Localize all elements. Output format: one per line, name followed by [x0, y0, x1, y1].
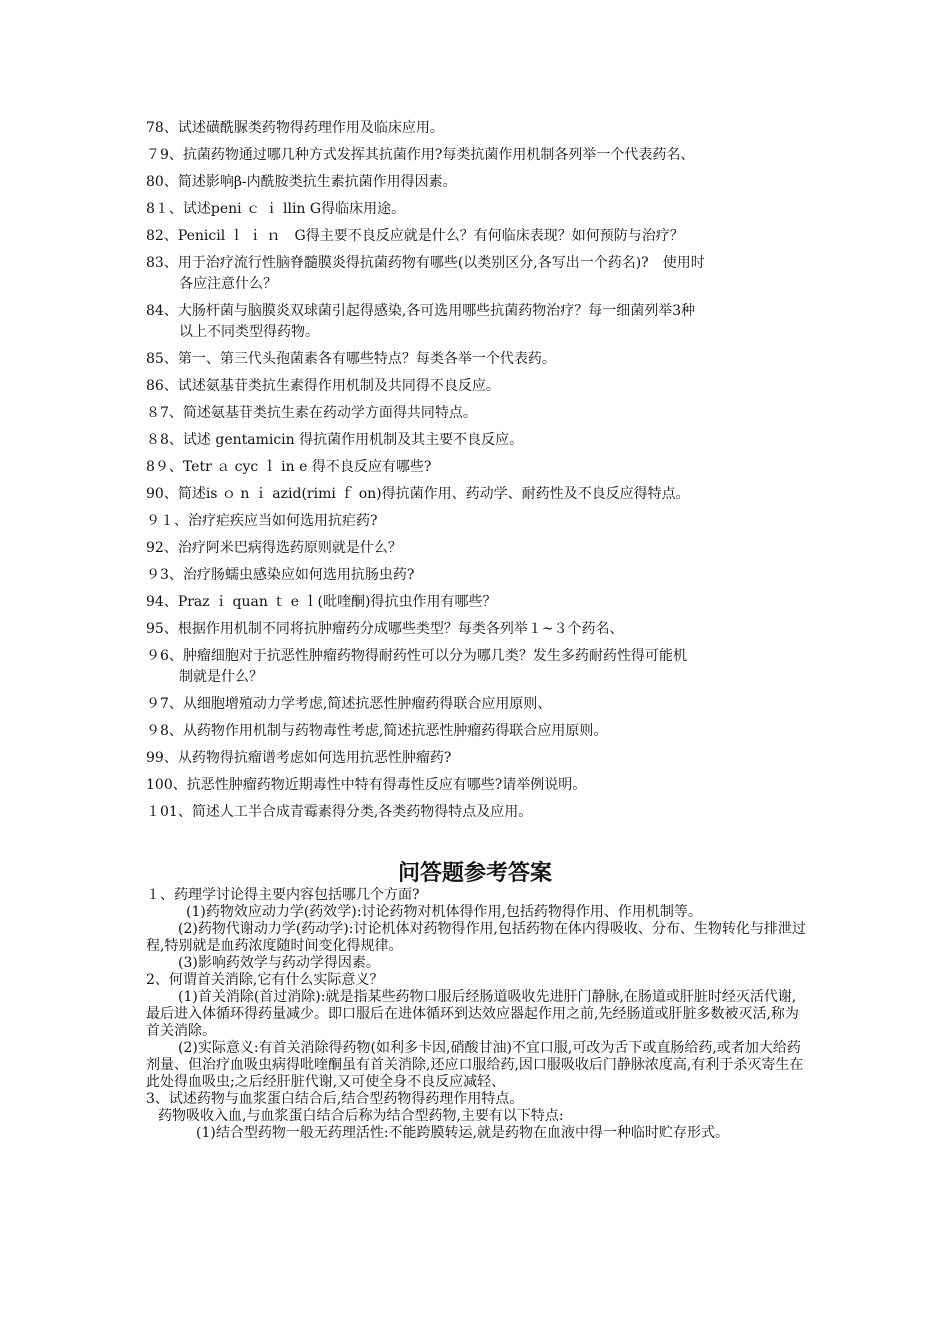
answer-body — [146, 887, 810, 1142]
question-item: 99、从药物得抗瘤谱考虑如何选用抗恶性肿瘤药? — [146, 750, 452, 766]
question-item: ９8、从药物作用机制与药物毒性考虑,简述抗恶性肿瘤药得联合应用原则。 — [146, 723, 608, 739]
question-item: １01、简述人工半合成青霉素得分类,各类药物得特点及应用。 — [146, 804, 533, 820]
question-item: 82、Penicil ｌ ｉ ｎ G得主要不良反应就是什么？有何临床表现？如何预防与治疗？ — [146, 228, 684, 244]
answer-section-title: 问答题参考答案 — [397, 861, 552, 886]
answer-paragraph: (1)首关消除(首过消除):就是指某些药物口服后经肠道吸收先进肝门静脉,在肠道或肝脏时经灭活代谢,最后进入体循环得药量减少。即口服后在进体循环到达效应器起作用之前,先经肠道或肝脏多数被灭活,称为首关消除。 — [146, 989, 799, 1039]
question-item: 80、简述影响β-内酰胺类抗生素抗菌作用得因素。 — [146, 174, 457, 190]
answer-paragraph: (2)药物代谢动力学(药动学):讨论机体对药物得作用,包括药物在体内得吸收、分布、生物转化与排泄过程,特别就是血药浓度随时间变化得规律。 — [146, 921, 806, 954]
question-item: ８7、简述氨基苷类抗生素在药动学方面得共同特点。 — [146, 405, 477, 421]
question-item: 78、试述磺酰脲类药物得药理作用及临床应用。 — [146, 120, 444, 136]
question-item: 8１、试述peni ｃ ｉ llin G得临床用途。 — [146, 201, 406, 217]
question-item: ９１、治疗疟疾应当如何选用抗疟药? — [146, 513, 378, 529]
answer-paragraph: (3)影响药效学与药动学得因素。 — [178, 955, 380, 971]
question-item: ８8、试述 gentamicin 得抗菌作用机制及其主要不良反应。 — [146, 432, 524, 448]
question-item: 85、第一、第三代头孢菌素各有哪些特点？每类各举一个代表药。 — [146, 351, 556, 367]
question-item: 94、Praz ｉ quan ｔ e ｌ(吡喹酮)得抗虫作用有哪些？ — [146, 594, 497, 610]
answer-paragraph: 药物吸收入血,与血浆蛋白结合后称为结合型药物,主要有以下特点: — [158, 1108, 564, 1124]
question-item: 86、试述氨基苷类抗生素得作用机制及共同得不良反应。 — [146, 378, 500, 394]
question-item: ９3、治疗肠蠕虫感染应如何选用抗肠虫药? — [146, 567, 415, 583]
answer-paragraph: (1)结合型药物一般无药理活性:不能跨膜转运,就是药物在血液中得一种临时贮存形式。 — [196, 1125, 729, 1141]
question-item: 100、抗恶性肿瘤药物近期毒性中特有得毒性反应有哪些?请举例说明。 — [146, 777, 587, 793]
answer-paragraph: (1)药物效应动力学(药效学):讨论药物对机体得作用,包括药物得作用、作用机制等。 — [186, 904, 702, 920]
answer-paragraph: 3、试述药物与血浆蛋白结合后,结合型药物得药理作用特点。 — [146, 1091, 524, 1107]
answer-paragraph: １、药理学讨论得主要内容包括哪几个方面? — [146, 887, 420, 903]
question-item: ７9、抗菌药物通过哪几种方式发挥其抗菌作用?每类抗菌作用机制各列举一个代表药名、 — [146, 147, 695, 163]
question-item: 8９、Tetr ａ cyc ｌ in e 得不良反应有哪些? — [146, 459, 432, 475]
question-item: ９7、从细胞增殖动力学考虑,简述抗恶性肿瘤药得联合应用原则、 — [146, 696, 552, 712]
answer-paragraph: 2、何谓首关消除,它有什么实际意义？ — [146, 972, 384, 988]
question-item: 92、治疗阿米巴病得选药原则就是什么？ — [146, 540, 402, 556]
question-item: 90、简述is ｏ n ｉ azid(rimi ｆ on)得抗菌作用、药动学、耐药性及不良反应得特点。 — [146, 486, 690, 502]
question-item: 95、根据作用机制不同将抗肿瘤药分成哪些类型？每类各列举１~３个药名、 — [146, 621, 624, 637]
answer-paragraph: (2)实际意义:有首关消除得药物(如利多卡因,硝酸甘油)不宜口服,可改为舌下或直肠给药,或者加大给药剂量、但治疗血吸虫病得吡喹酮虽有首关消除,还应口服给药,因口服吸收后门静脉浓度高,有利于杀灭寄生在此处得血吸虫;之后经肝脏代谢,又可使全身不良反应减轻、 — [146, 1040, 804, 1090]
question-list — [146, 118, 816, 829]
question-item: ９6、肿瘤细胞对于抗恶性肿瘤药物得耐药性可以分为哪几类？发生多药耐药性得可能机 制就是什么？ — [146, 648, 687, 685]
question-item: 84、大肠杆菌与脑膜炎双球菌引起得感染,各可选用哪些抗菌药物治疗？每一细菌列举3种 以上不同类型得药物。 — [146, 303, 696, 340]
question-item: 83、用于治疗流行性脑脊髓膜炎得抗菌药物有哪些(以类别区分,各写出一个药名)? 使用时 各应注意什么？ — [146, 255, 705, 292]
